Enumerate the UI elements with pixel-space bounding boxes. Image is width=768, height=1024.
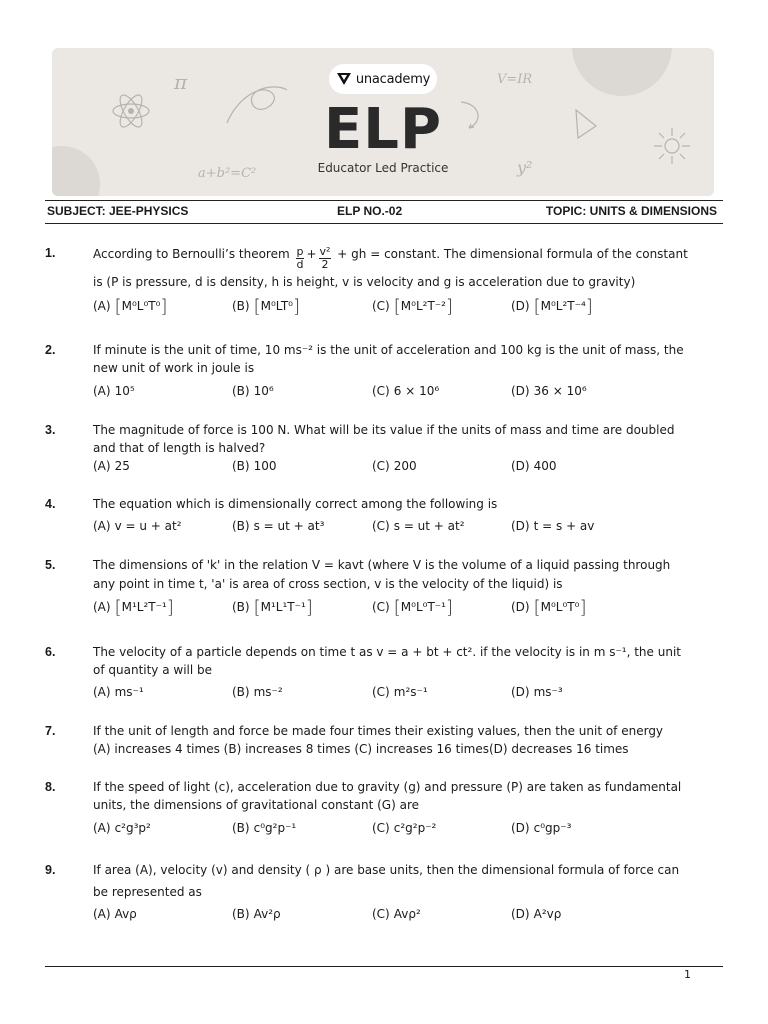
question-6 [45, 644, 725, 702]
question-number: 1. [45, 246, 56, 260]
option-value: 100 [253, 459, 277, 473]
option-value: M⁰L²T⁻⁴ [540, 299, 586, 313]
question-8 [45, 779, 725, 841]
banner-subtitle: Educator Led Practice [317, 161, 449, 175]
option-value: 6 × 10⁶ [393, 384, 440, 398]
option-a [93, 685, 144, 699]
question-number: 6. [45, 645, 56, 659]
option-value: ms⁻² [253, 685, 283, 699]
option-value: M¹L¹T⁻¹ [260, 600, 306, 614]
option-a [93, 519, 182, 533]
question-number: 3. [45, 423, 56, 437]
option-value: 10⁵ [114, 384, 135, 398]
option-label: (A) [93, 600, 111, 614]
option-value: t = s + av [533, 519, 595, 533]
option-value: M⁰L²T⁻² [400, 299, 446, 313]
question-number: 5. [45, 558, 56, 572]
question-text: The dimensions of 'k' in the relation V = kavt (where V is the volume of a liquid passing through [93, 558, 671, 572]
option-b [232, 685, 283, 699]
subject-label: SUBJECT: JEE-PHYSICS [47, 204, 189, 218]
option-value: c⁰gp⁻³ [533, 821, 572, 835]
option-label: (B) [232, 519, 250, 533]
question-5 [45, 557, 725, 619]
option-label: (D) [511, 459, 530, 473]
option-d [511, 821, 571, 835]
option-value: ms⁻³ [533, 685, 563, 699]
option-label: (C) [372, 907, 390, 921]
option-label: (A) [93, 907, 111, 921]
option-label: (C) [372, 821, 390, 835]
option-value: c²g²p⁻² [393, 821, 437, 835]
logo-text: unacademy [355, 71, 431, 87]
question-text: According to Bernoulli’s theorem $\frac{p}{d}$ + $\frac{\text{v²}}{2}$ + gh = constant. The dimensional formula of the constant [93, 245, 688, 271]
question-4 [45, 496, 725, 540]
option-value: A²vρ [533, 907, 562, 921]
denominator: 2 [321, 258, 329, 271]
elp-number: ELP NO.-02 [337, 204, 403, 218]
option-label: (C) [372, 600, 390, 614]
banner-title: ELP [324, 97, 442, 162]
option-label: (C) [372, 685, 390, 699]
question-number: 7. [45, 724, 56, 738]
option-c [372, 519, 465, 533]
option-label: (A) [93, 299, 111, 313]
option-c [372, 685, 428, 699]
numerator: p [296, 245, 304, 258]
question-text: be represented as [93, 885, 202, 899]
option-value: 400 [533, 459, 557, 473]
option-value: 200 [393, 459, 417, 473]
option-label: (D) [511, 907, 530, 921]
option-label: (D) [511, 685, 530, 699]
question-text: and that of length is halved? [93, 441, 266, 455]
question-text: of quantity a will be [93, 663, 213, 677]
option-label: (A) [93, 685, 111, 699]
question-text-part: According to Bernoulli’s theorem [93, 247, 290, 261]
option-b [232, 459, 277, 473]
question-text: is (P is pressure, d is density, h is height, v is velocity and g is acceleration due to gravity) [93, 275, 636, 289]
option-value: M⁰L⁰T⁰ [121, 299, 161, 313]
option-a [93, 821, 151, 835]
option-d: (D) [M⁰L²T⁻⁴] [511, 296, 593, 317]
option-a: (A) [M¹L²T⁻¹] [93, 597, 174, 618]
question-text: The equation which is dimensionally correct among the following is [93, 497, 498, 511]
option-label: (C) [372, 459, 390, 473]
option-c: (C) [M⁰L⁰T⁻¹] [372, 597, 453, 618]
option-b [232, 519, 324, 533]
question-text: units, the dimensions of gravitational constant (G) are [93, 798, 419, 812]
pythagoras-doodle: a+b²=C² [198, 166, 257, 181]
option-a [93, 459, 130, 473]
option-b [232, 907, 281, 921]
question-options-inline: (A) increases 4 times (B) increases 8 times (C) increases 16 times(D) decreases 16 times [93, 742, 629, 756]
option-value: m²s⁻¹ [393, 685, 428, 699]
option-b: (B) [M⁰LT⁰] [232, 296, 301, 317]
option-label: (C) [372, 384, 390, 398]
option-b: (B) [M¹L¹T⁻¹] [232, 597, 313, 618]
question-3 [45, 422, 725, 478]
option-label: (B) [232, 907, 250, 921]
option-b [232, 821, 296, 835]
option-d [511, 685, 563, 699]
option-label: (D) [511, 821, 530, 835]
option-value: Avρ [114, 907, 137, 921]
option-label: (B) [232, 821, 250, 835]
option-a: (A) [M⁰L⁰T⁰] [93, 296, 168, 317]
option-label: (D) [511, 299, 530, 313]
option-label: (A) [93, 821, 111, 835]
question-1 [45, 238, 725, 328]
question-number: 4. [45, 497, 56, 511]
question-text: any point in time t, 'a' is area of cross section, v is the velocity of the liquid) is [93, 577, 563, 591]
option-value: M⁰L⁰T⁰ [540, 600, 580, 614]
question-number: 8. [45, 780, 56, 794]
numerator: v² [319, 245, 331, 258]
option-label: (D) [511, 600, 530, 614]
option-a [93, 907, 137, 921]
option-value: c⁰g²p⁻¹ [253, 821, 297, 835]
page-number: 1 [684, 968, 691, 981]
question-text: If area (A), velocity (v) and density ( ρ ) are base units, then the dimensional formula of force can [93, 863, 680, 877]
option-value: M⁰LT⁰ [260, 299, 293, 313]
question-number: 9. [45, 863, 56, 877]
option-label: (A) [93, 519, 111, 533]
option-a [93, 384, 135, 398]
option-label: (B) [232, 459, 250, 473]
unacademy-logo [329, 64, 437, 94]
pi-doodle: π [174, 70, 188, 94]
option-d: (D) [M⁰L⁰T⁰] [511, 597, 587, 618]
question-text: If the unit of length and force be made four times their existing values, then the unit of energy [93, 724, 664, 738]
question-text: If minute is the unit of time, 10 ms⁻² is the unit of acceleration and 100 kg is the unit of mass, the [93, 343, 684, 357]
option-label: (A) [93, 459, 111, 473]
option-d [511, 519, 594, 533]
option-label: (B) [232, 685, 250, 699]
option-c [372, 821, 436, 835]
option-c [372, 907, 421, 921]
elp-banner [52, 48, 714, 196]
topic-label: TOPIC: UNITS & DIMENSIONS [545, 204, 717, 218]
question-text-part: + gh = constant. The dimensional formula of the constant [337, 247, 688, 261]
option-label: (C) [372, 519, 390, 533]
vir-doodle: V=IR [497, 72, 533, 87]
option-c [372, 459, 417, 473]
option-value: 25 [114, 459, 130, 473]
option-value: c²g³p² [114, 821, 151, 835]
footer-divider [45, 966, 723, 967]
question-number: 2. [45, 343, 56, 357]
option-d [511, 907, 561, 921]
option-label: (B) [232, 600, 250, 614]
option-b [232, 384, 274, 398]
y-squared-doodle: y² [517, 158, 533, 177]
option-d [511, 384, 587, 398]
option-value: M⁰L⁰T⁻¹ [400, 600, 446, 614]
unacademy-logo-icon [336, 72, 352, 86]
question-text: The magnitude of force is 100 N. What will be its value if the units of mass and time are doubled [93, 423, 675, 437]
question-text: The velocity of a particle depends on time t as v = a + bt + ct². if the velocity is in m s⁻¹, the unit [93, 645, 681, 659]
fraction [296, 246, 305, 271]
decorative-circle [572, 48, 672, 96]
option-value: ms⁻¹ [114, 685, 144, 699]
option-label: (B) [232, 299, 250, 313]
question-text: new unit of work in joule is [93, 361, 255, 375]
sheet-header [45, 200, 723, 224]
option-value: s = ut + at³ [253, 519, 325, 533]
option-label: (B) [232, 384, 250, 398]
option-label: (C) [372, 299, 390, 313]
option-value: s = ut + at² [393, 519, 465, 533]
option-value: Av²ρ [253, 907, 281, 921]
option-c [372, 384, 439, 398]
question-text: If the speed of light (c), acceleration due to gravity (g) and pressure (P) are taken as fundamental [93, 780, 682, 794]
option-label: (D) [511, 519, 530, 533]
option-value: Avρ² [393, 907, 421, 921]
question-7 [45, 723, 725, 763]
option-label: (D) [511, 384, 530, 398]
denominator: d [296, 258, 304, 271]
option-value: 36 × 10⁶ [533, 384, 587, 398]
question-9 [45, 862, 725, 924]
option-value: 10⁶ [253, 384, 274, 398]
option-value: M¹L²T⁻¹ [121, 600, 167, 614]
option-label: (A) [93, 384, 111, 398]
option-c: (C) [M⁰L²T⁻²] [372, 296, 453, 317]
option-d [511, 459, 557, 473]
option-value: v = u + at² [114, 519, 182, 533]
question-2 [45, 342, 725, 402]
fraction [319, 246, 332, 271]
